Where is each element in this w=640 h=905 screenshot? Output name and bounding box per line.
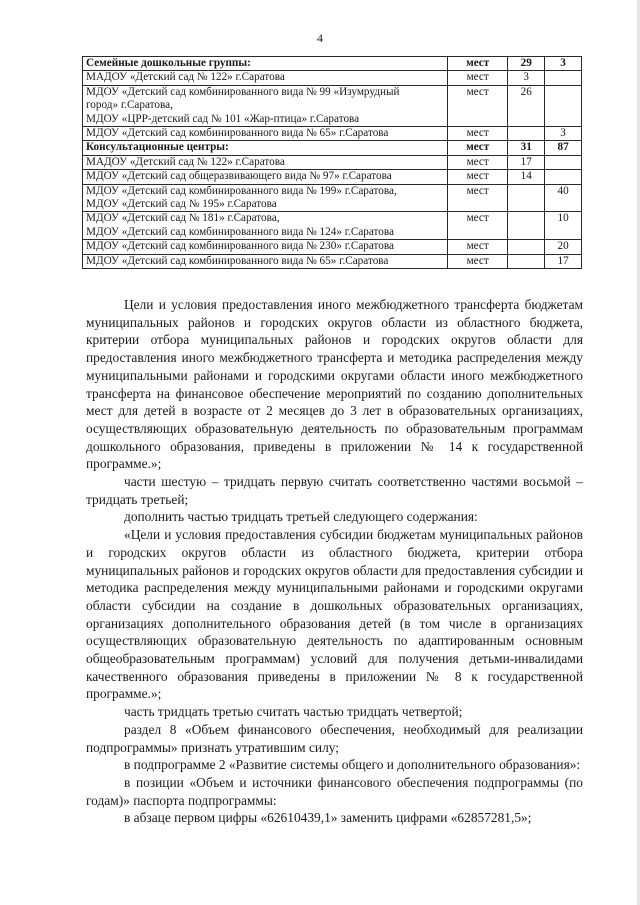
value-cell-2 xyxy=(545,85,582,126)
value-cell-2: 87 xyxy=(545,141,582,155)
table-row xyxy=(83,71,582,85)
value-cell-1: 3 xyxy=(508,71,545,85)
value-cell-1: 17 xyxy=(508,155,545,169)
institution-name: МДОУ «ЦРР-детский сад № 101 «Жар-птица» г.Саратова xyxy=(86,112,360,125)
unit-cell: мест xyxy=(448,85,508,126)
institution-cell xyxy=(83,240,448,254)
unit-cell: мест xyxy=(448,127,508,141)
unit-cell: мест xyxy=(448,212,508,240)
value-cell-2: 10 xyxy=(545,212,582,240)
value-cell-2: 20 xyxy=(545,240,582,254)
institution-cell xyxy=(83,141,448,155)
table-row xyxy=(83,254,582,268)
institution-name: город» г.Саратова, xyxy=(86,99,173,112)
institution-name: МАДОУ «Детский сад № 122» г.Саратова xyxy=(86,155,285,168)
unit-cell: мест xyxy=(448,240,508,254)
places-table xyxy=(82,56,582,269)
institution-cell xyxy=(83,57,448,71)
institution-cell xyxy=(83,184,448,212)
value-cell-1 xyxy=(508,127,545,141)
institution-name: МДОУ «Детский сад № 195» г.Саратова xyxy=(86,198,277,211)
paragraph: раздел 8 «Объем финансового обеспечения, необходимый для реализации подпрограммы» признать утратившим силу; xyxy=(86,721,583,755)
paragraph: Цели и условия предоставления иного межбюджетного трансферта бюджетам муниципальных районов и городских округов области из областного бюджета, критерии отбора муниципальных районов и городских округов области для предоставления иного межбюджетного трансферта и методика распределения между муниципальными районами и городскими округами области иного межбюджетного трансферта на финансовое обеспечение мероприятий по созданию дополнительных мест для детей в возрасте от 2 месяцев до 3 лет в образовательных организациях, осуществляющих образовательную деятельность по образовательным программам дошкольного образования, приведены в приложении № 14 к государственной программе.»; xyxy=(86,297,583,472)
institution-name: МДОУ «Детский сад комбинированного вида № 65» г.Саратова xyxy=(86,254,389,267)
paragraph: части шестую – тридцать первую считать соответственно частями восьмой – тридцать третьей; xyxy=(86,474,583,507)
value-cell-2 xyxy=(545,170,582,184)
institution-name: МДОУ «Детский сад № 181» г.Саратова, xyxy=(86,212,280,225)
value-cell-1: 29 xyxy=(508,57,545,71)
unit-cell: мест xyxy=(448,184,508,212)
table-row xyxy=(83,212,582,240)
value-cell-2: 17 xyxy=(545,254,582,268)
institution-name: МДОУ «Детский сад комбинированного вида № 99 «Изумрудный xyxy=(86,85,400,98)
paragraph: дополнить частью тридцать третьей следующего содержания: xyxy=(124,509,478,525)
body-text xyxy=(86,296,583,827)
institution-name: МАДОУ «Детский сад № 122» г.Саратова xyxy=(86,71,285,84)
unit-cell: мест xyxy=(448,254,508,268)
page-number: 4 xyxy=(317,31,323,45)
institution-name: Семейные дошкольные группы: xyxy=(86,57,251,69)
value-cell-1 xyxy=(508,184,545,212)
institution-name: Консультационные центры: xyxy=(86,141,229,154)
paragraph: в абзаце первом цифры «62610439,1» заменить цифрами «62857281,5»; xyxy=(124,810,532,826)
value-cell-2: 3 xyxy=(545,57,582,71)
institution-name: МДОУ «Детский сад комбинированного вида № 199» г.Саратова, xyxy=(86,184,397,197)
table-section-header xyxy=(83,57,582,71)
unit-cell: мест xyxy=(448,57,508,71)
value-cell-1: 26 xyxy=(508,85,545,126)
institution-name: МДОУ «Детский сад общеразвивающего вида № 97» г.Саратова xyxy=(86,170,392,183)
value-cell-1: 14 xyxy=(508,170,545,184)
institution-cell xyxy=(83,155,448,169)
value-cell-2: 40 xyxy=(545,184,582,212)
institution-cell xyxy=(83,212,448,240)
paragraph: часть тридцать третью считать частью тридцать четвертой; xyxy=(124,704,463,720)
table-row xyxy=(83,155,582,169)
value-cell-1 xyxy=(508,240,545,254)
unit-cell: мест xyxy=(448,170,508,184)
value-cell-1 xyxy=(508,212,545,240)
unit-cell: мест xyxy=(448,155,508,169)
value-cell-1 xyxy=(508,254,545,268)
institution-cell xyxy=(83,170,448,184)
paragraph: в подпрограмме 2 «Развитие системы общего и дополнительного образования»: xyxy=(124,757,581,773)
value-cell-2: 3 xyxy=(545,127,582,141)
table-row xyxy=(83,240,582,254)
institution-cell xyxy=(83,71,448,85)
table-section-header xyxy=(83,141,582,155)
value-cell-1: 31 xyxy=(508,141,545,155)
institution-name: МДОУ «Детский сад комбинированного вида № 65» г.Саратова xyxy=(86,127,389,140)
institution-name: МДОУ «Детский сад комбинированного вида № 124» г.Саратова xyxy=(86,225,394,238)
table-row xyxy=(83,127,582,141)
unit-cell: мест xyxy=(448,141,508,155)
institution-cell xyxy=(83,85,448,126)
table-row xyxy=(83,85,582,126)
paragraph: «Цели и условия предоставления субсидии бюджетам муниципальных районов и городских округов области из областного бюджета, критерии отбора муниципальных районов и городских округов области для предоставления субсидии и методика распределения между муниципальными районами и городскими округами области субсидии на создание в дошкольных образовательных организациях, организациях дополнительного образования детей (в том числе в организациях осуществляющих образовательную деятельность по адаптированным основным общеобразовательным программам) условий для получения детьми-инвалидами качественного образования приведены в приложении № 8 к государственной программе.»; xyxy=(86,527,583,702)
paragraph: в позиции «Объем и источники финансового обеспечения подпрограммы (по годам)» паспорта подпрограммы: xyxy=(86,774,583,808)
value-cell-2 xyxy=(545,71,582,85)
institution-cell xyxy=(83,127,448,141)
table-row xyxy=(83,170,582,184)
table-row xyxy=(83,184,582,212)
institution-cell xyxy=(83,254,448,268)
unit-cell: мест xyxy=(448,71,508,85)
institution-name: МДОУ «Детский сад комбинированного вида № 230» г.Саратова xyxy=(86,240,394,253)
value-cell-2 xyxy=(545,155,582,169)
